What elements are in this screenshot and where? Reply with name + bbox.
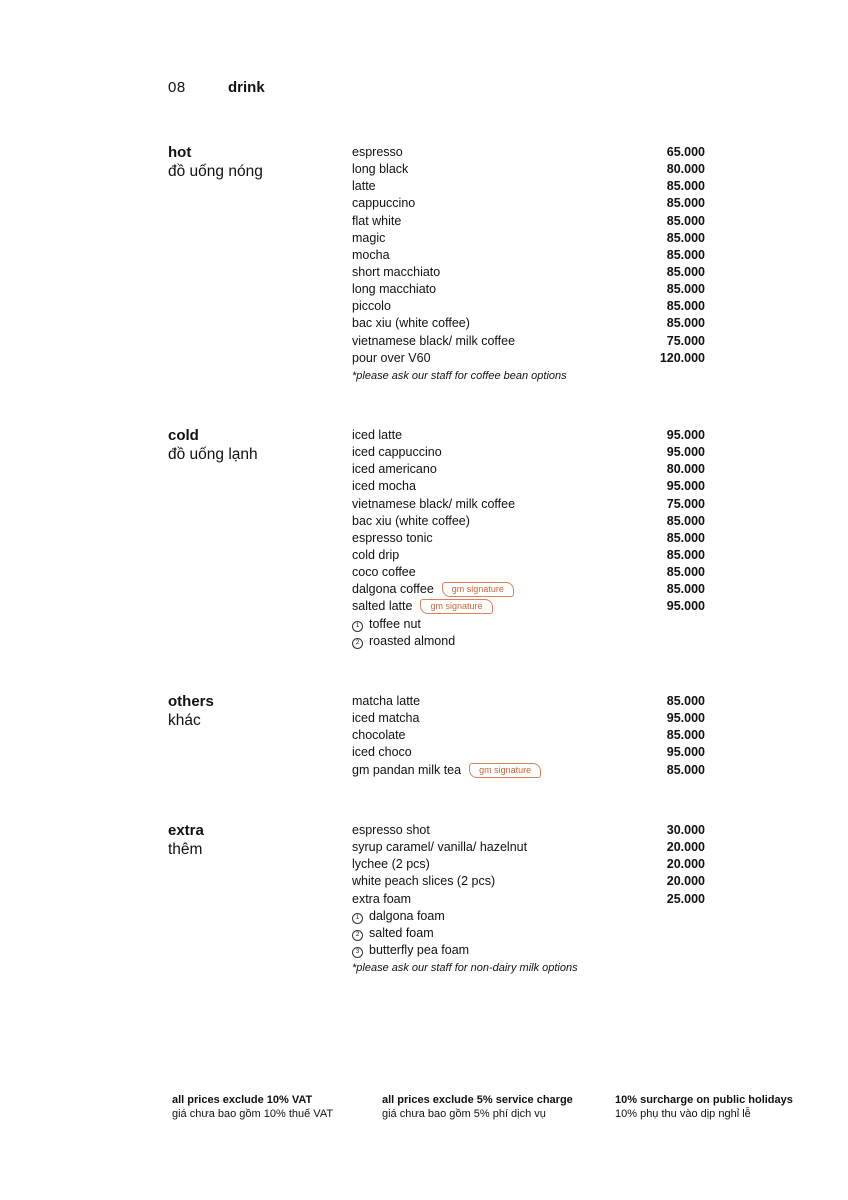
section-title-en: extra xyxy=(168,822,204,839)
menu-item xyxy=(352,839,705,856)
item-price: 25.000 xyxy=(666,891,705,906)
menu-items xyxy=(352,693,705,779)
item-price: 85.000 xyxy=(666,582,705,597)
menu-item xyxy=(352,444,705,461)
menu-items xyxy=(352,144,705,384)
item-name: syrup caramel/ vanilla/ hazelnut xyxy=(352,840,528,855)
option-item xyxy=(352,616,705,633)
item-name: iced americano xyxy=(352,462,437,477)
menu-item xyxy=(352,564,705,581)
menu-item xyxy=(352,762,705,779)
item-name: piccolo xyxy=(352,299,391,314)
item-price: 85.000 xyxy=(666,247,705,262)
footer-service-charge xyxy=(382,1093,573,1121)
menu-item xyxy=(352,496,705,513)
item-name: cold drip xyxy=(352,547,400,562)
item-name: coco coffee xyxy=(352,565,416,580)
item-price: 85.000 xyxy=(666,299,705,314)
item-name: magic xyxy=(352,230,386,245)
option-number-icon: 2 xyxy=(352,638,363,649)
item-name: iced choco xyxy=(352,745,412,760)
menu-item xyxy=(352,315,705,332)
item-name: long macchiato xyxy=(352,282,437,297)
item-price: 95.000 xyxy=(666,745,705,760)
footer-service-charge-en: all prices exclude 5% service charge xyxy=(382,1094,573,1106)
section-title xyxy=(168,427,338,464)
item-price: 85.000 xyxy=(666,762,705,777)
signature-badge: gm signature xyxy=(420,599,492,614)
item-name: espresso shot xyxy=(352,823,430,837)
section-title-vi: thêm xyxy=(168,841,203,858)
item-name: matcha latte xyxy=(352,694,421,708)
item-price: 85.000 xyxy=(666,530,705,545)
footer-vat-vi: giá chưa bao gồm 10% thuế VAT xyxy=(172,1108,334,1120)
item-name: iced matcha xyxy=(352,711,420,726)
item-price: 95.000 xyxy=(666,428,705,442)
section-title-en: hot xyxy=(168,144,192,161)
menu-item xyxy=(352,195,705,212)
item-name: iced latte xyxy=(352,428,403,442)
section-note: *please ask our staff for non-dairy milk options xyxy=(352,962,578,975)
item-price: 65.000 xyxy=(666,145,705,159)
item-price: 85.000 xyxy=(666,196,705,211)
item-price: 85.000 xyxy=(666,230,705,245)
item-price: 85.000 xyxy=(666,728,705,743)
section-title-vi: khác xyxy=(168,712,201,729)
menu-item xyxy=(352,891,705,908)
menu-item xyxy=(352,213,705,230)
item-name: latte xyxy=(352,179,376,194)
item-price: 120.000 xyxy=(659,350,705,365)
item-name: extra foam xyxy=(352,891,412,906)
option-name: roasted almond xyxy=(369,633,456,648)
footer-vat-en: all prices exclude 10% VAT xyxy=(172,1094,313,1106)
signature-badge: gm signature xyxy=(442,582,514,597)
menu-item xyxy=(352,281,705,298)
footer-holiday-surcharge-en: 10% surcharge on public holidays xyxy=(615,1094,793,1106)
menu-item xyxy=(352,710,705,727)
item-name: lychee (2 pcs) xyxy=(352,857,430,872)
item-name: iced mocha xyxy=(352,479,416,494)
page-number: 08 xyxy=(168,79,186,96)
item-name: salted latte xyxy=(352,599,413,614)
menu-items xyxy=(352,427,705,650)
item-name: dalgona coffee xyxy=(352,582,434,597)
item-name: pour over V60 xyxy=(352,350,431,365)
menu-item xyxy=(352,350,705,367)
section-title-en: others xyxy=(168,693,214,710)
menu-item xyxy=(352,478,705,495)
option-number-icon: 2 xyxy=(352,930,363,941)
menu-item xyxy=(352,581,705,598)
option-item xyxy=(352,925,705,942)
menu-item xyxy=(352,264,705,281)
option-number-icon: 1 xyxy=(352,913,363,924)
item-name: bac xiu (white coffee) xyxy=(352,513,470,528)
menu-item xyxy=(352,744,705,761)
menu-item xyxy=(352,230,705,247)
item-price: 85.000 xyxy=(666,179,705,194)
section-title-vi: đồ uống nóng xyxy=(168,163,263,180)
item-price: 95.000 xyxy=(666,479,705,494)
menu-item xyxy=(352,247,705,264)
item-price: 85.000 xyxy=(666,316,705,331)
section-title-en: cold xyxy=(168,427,199,444)
item-price: 80.000 xyxy=(666,462,705,477)
footer-vat xyxy=(172,1093,333,1121)
item-price: 75.000 xyxy=(666,496,705,511)
menu-item xyxy=(352,427,705,444)
footer-service-charge-vi: giá chưa bao gồm 5% phí dịch vụ xyxy=(382,1108,546,1120)
menu-items xyxy=(352,822,705,976)
item-price: 85.000 xyxy=(666,547,705,562)
item-price: 20.000 xyxy=(666,857,705,872)
item-price: 95.000 xyxy=(666,445,705,460)
item-name: bac xiu (white coffee) xyxy=(352,316,470,331)
item-name: cappuccino xyxy=(352,196,416,211)
option-name: salted foam xyxy=(369,925,434,940)
item-price: 80.000 xyxy=(666,162,705,177)
item-price: 30.000 xyxy=(666,823,705,837)
item-name: espresso xyxy=(352,145,403,159)
item-name: espresso tonic xyxy=(352,530,433,545)
option-name: toffee nut xyxy=(369,616,421,631)
option-number-icon: 1 xyxy=(352,621,363,632)
menu-item xyxy=(352,178,705,195)
section-title xyxy=(168,144,338,181)
item-name: mocha xyxy=(352,247,390,262)
item-price: 95.000 xyxy=(666,599,705,614)
item-price: 85.000 xyxy=(666,282,705,297)
menu-item xyxy=(352,461,705,478)
menu-item xyxy=(352,547,705,564)
option-name: butterfly pea foam xyxy=(369,942,470,957)
menu-item xyxy=(352,727,705,744)
menu-item xyxy=(352,598,705,615)
item-name: long black xyxy=(352,162,409,177)
menu-item xyxy=(352,822,705,839)
option-item xyxy=(352,942,705,959)
section-title xyxy=(168,693,338,730)
footer-holiday-surcharge-vi: 10% phụ thu vào dịp nghỉ lễ xyxy=(615,1108,751,1120)
page-title: drink xyxy=(228,79,265,96)
section-title-vi: đồ uống lạnh xyxy=(168,446,258,463)
item-name: white peach slices (2 pcs) xyxy=(352,874,496,889)
menu-item xyxy=(352,693,705,710)
item-price: 85.000 xyxy=(666,213,705,228)
item-name: vietnamese black/ milk coffee xyxy=(352,496,516,511)
item-price: 20.000 xyxy=(666,874,705,889)
item-price: 85.000 xyxy=(666,565,705,580)
item-price: 85.000 xyxy=(666,694,705,708)
option-number-icon: 3 xyxy=(352,947,363,958)
item-name: flat white xyxy=(352,213,402,228)
option-item xyxy=(352,908,705,925)
item-price: 85.000 xyxy=(666,264,705,279)
item-price: 95.000 xyxy=(666,711,705,726)
section-title xyxy=(168,822,338,859)
menu-item xyxy=(352,530,705,547)
menu-item xyxy=(352,298,705,315)
footer-holiday-surcharge xyxy=(615,1093,793,1121)
item-price: 85.000 xyxy=(666,513,705,528)
section-note: *please ask our staff for coffee bean options xyxy=(352,369,567,382)
menu-item xyxy=(352,144,705,161)
item-price: 75.000 xyxy=(666,333,705,348)
menu-item xyxy=(352,873,705,890)
signature-badge: gm signature xyxy=(469,763,541,778)
item-name: short macchiato xyxy=(352,264,441,279)
item-price: 20.000 xyxy=(666,840,705,855)
menu-item xyxy=(352,161,705,178)
item-name: vietnamese black/ milk coffee xyxy=(352,333,516,348)
item-name: chocolate xyxy=(352,728,406,743)
menu-item xyxy=(352,513,705,530)
option-name: dalgona foam xyxy=(369,908,445,923)
option-item xyxy=(352,633,705,650)
item-name: gm pandan milk tea xyxy=(352,762,462,777)
menu-item xyxy=(352,856,705,873)
menu-item xyxy=(352,333,705,350)
item-name: iced cappuccino xyxy=(352,445,442,460)
